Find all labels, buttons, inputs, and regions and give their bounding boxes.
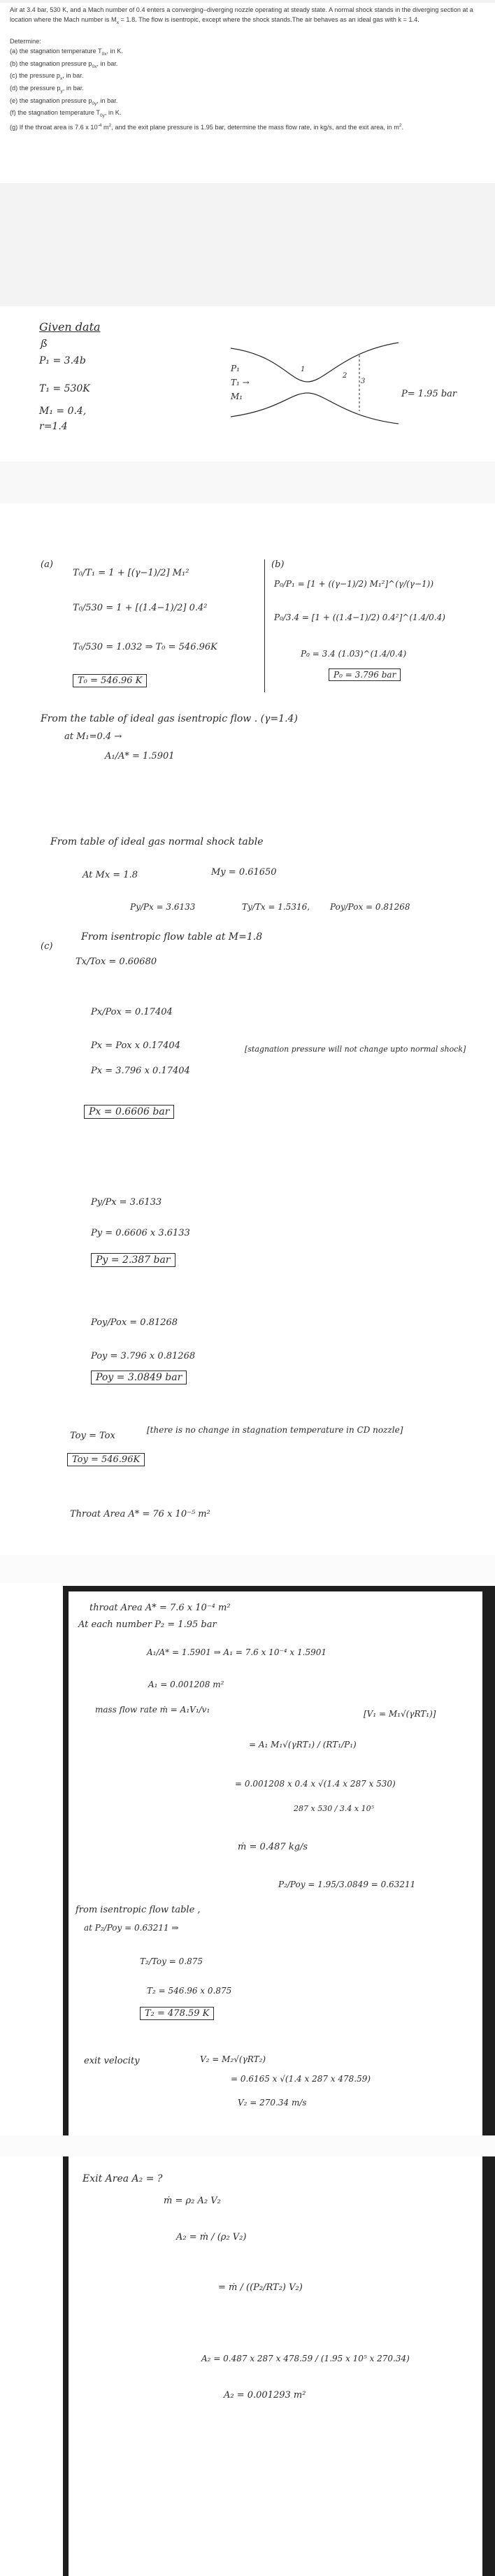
given-b-mark: ß [41,337,48,350]
diagram-num-2: 2 [343,372,347,380]
f-eq: Toy = Tox [70,1431,115,1441]
iso-at: at M₁=0.4 → [64,731,122,742]
gap-divider-4 [0,2135,495,2156]
p3-line-5-note: [V₁ = M₁√(γRT₁)] [364,1709,436,1719]
diagram-num-1: 1 [301,366,306,373]
c-ratio-4: Px = 3.796 x 0.17404 [91,1066,190,1076]
p3-line-17: V₂ = M₂√(γRT₂) [200,2054,266,2064]
p3-line-10: P₂/Poy = 1.95/3.0849 = 0.63211 [278,1880,416,1889]
p3-line-12: at P₂/Poy = 0.63211 ⇒ [84,1923,179,1933]
d-ratio-1: Py/Px = 3.6133 [91,1197,162,1208]
ns-at: At Mx = 1.8 [82,870,138,880]
gap-divider-1 [0,183,495,306]
determine-label: Determine: [10,38,41,45]
problem-intro: Air at 3.4 bar, 530 K, and a Mach number of 0.4 enters a converging–diverging nozzle operating at steady state. A normal shock stands in the diverging section at a location where the Mach number is $M_x = 1.8$. The flow is isentropic, except where the shock stands.The air behaves as an ideal gas with k = 1.4. [10,6,473,25]
a-answer: T₀ = 546.96 K [73,674,147,687]
p3-line-21: ṁ = ρ₂ A₂ V₂ [164,2196,221,2206]
p3-line-25: A₂ = 0.001293 m² [224,2390,306,2400]
e-ratio-2: Poy = 3.796 x 0.81268 [91,1351,196,1361]
ns-my: My = 0.61650 [211,867,277,878]
p3-line-19: V₂ = 270.34 m/s [238,2098,307,2108]
p3-line-7: = 0.001208 x 0.4 x √(1.4 x 287 x 530) [235,1779,396,1789]
c-ratio-3: Px = Pox x 0.17404 [91,1040,180,1051]
d-answer: Py = 2.387 bar [91,1253,175,1267]
ns-ratio-2: Ty/Tx = 1.5316, [242,902,310,912]
diagram-exit-pressure: P= 1.95 bar [401,389,457,399]
a-eq-3: T₀/530 = 1.032 ⇒ T₀ = 546.96K [73,642,217,652]
c-note: [stagnation pressure will not change upto normal shock] [245,1045,466,1054]
iso-ratio: A₁/A* = 1.5901 [105,751,175,761]
throat-area: Throat Area A* = 76 x 10⁻⁵ m² [70,1509,210,1519]
label-c: (c) [41,941,53,952]
ab-divider [264,559,265,692]
f-answer: Toy = 546.96K [67,1453,145,1466]
b-eq-2: P₀/3.4 = [1 + ((1.4−1)/2) 0.4²]^(1.4/0.4) [274,613,445,622]
e-answer: Poy = 3.0849 bar [91,1371,187,1384]
c-line: From isentropic flow table at M=1.8 [81,931,263,943]
ns-ratio-3: Poy/Pox = 0.81268 [330,902,410,912]
p3-line-14: T₂ = 546.96 x 0.875 [147,1986,232,1996]
ns-ratio-1: Py/Px = 3.6133 [130,902,196,912]
photo-left-edge [63,1586,69,2576]
p3-line-6: = A₁ M₁√(γRT₁) / (RT₁/P₁) [249,1740,357,1749]
given-line-4: r=1.4 [39,421,68,432]
diagram-p1: P₁ [231,364,240,373]
item-a: (a) the stagnation temperature $T_{0x}$, in K. [10,48,123,57]
item-g: (g) If the throat area is 7.6 x $10^{-4}$ $m^2$, and the exit plane pressure is 1.95 bar, determine the mass flow rate, in kg/s, and the exit area, in $m^2$. [10,122,404,131]
f-note: [there is no change in stagnation temperature in CD nozzle] [147,1425,403,1435]
item-d: (d) the pressure $p_y$, in bar. [10,85,84,94]
nozzle-diagram [224,334,412,432]
a-eq-1: T₀/T₁ = 1 + [(γ−1)/2] M₁² [73,568,189,578]
c-ratio-1: Tx/Tox = 0.60680 [76,957,157,967]
given-line-3: M₁ = 0.4, [39,406,87,417]
p3-line-16: exit velocity [84,2056,140,2066]
diagram-num-3: 3 [361,378,366,385]
gap-divider-3 [0,1555,495,1583]
given-title: Given data [39,320,101,334]
given-line-2: T₁ = 530K [39,383,90,394]
top-divider [0,0,495,3]
b-eq-3: P₀ = 3.4 (1.03)^(1.4/0.4) [301,649,407,659]
p3-line-15: T₂ = 478.59 K [140,2007,214,2020]
item-f: (f) the stagnation temperature $T_{0y}$, in K. [10,109,122,119]
p3-line-18: = 0.6165 x √(1.4 x 287 x 478.59) [231,2074,371,2084]
p3-line-24: A₂ = 0.487 x 287 x 478.59 / (1.95 x 10⁵ x 270.34) [201,2354,410,2363]
p3-line-1: throat Area A* = 7.6 x 10⁻⁴ m² [89,1603,231,1613]
diagram-m1: M₁ [231,392,243,401]
p3-line-22: A₂ = ṁ / (ρ₂ V₂) [176,2232,247,2242]
label-b: (b) [271,559,285,570]
p3-line-4: A₁ = 0.001208 m² [148,1680,224,1689]
gap-divider-2 [0,461,495,503]
label-a: (a) [41,559,53,570]
p3-line-8: 287 x 530 / 3.4 x 10⁵ [294,1804,374,1813]
a-eq-2: T₀/530 = 1 + [(1.4−1)/2] 0.4² [73,603,208,613]
item-c: (c) the pressure $p_x$, in bar. [10,72,84,82]
e-ratio-1: Poy/Pox = 0.81268 [91,1317,178,1328]
p3-line-20: Exit Area A₂ = ? [82,2173,163,2184]
p3-line-11: from isentropic flow table , [76,1905,201,1915]
p3-line-9: ṁ = 0.487 kg/s [238,1842,308,1852]
diagram-t1: T₁ → [231,378,250,387]
b-eq-1: P₀/P₁ = [1 + ((γ−1)/2) M₁²]^(γ/(γ−1)) [274,579,434,589]
p3-line-5: mass flow rate ṁ = A₁V₁/v₁ [95,1705,210,1715]
item-e: (e) the stagnation pressure $p_{0y}$, in bar. [10,96,118,106]
photo-top-edge [69,1586,495,1591]
given-line-1: P₁ = 3.4b [39,355,86,366]
ns-table-line: From table of ideal gas normal shock table [50,836,264,847]
b-answer: P₀ = 3.796 bar [329,668,401,681]
c-ratio-2: Px/Pox = 0.17404 [91,1007,173,1017]
photo-right-edge [482,1586,495,2576]
problem-statement [10,6,485,133]
d-ratio-2: Py = 0.6606 x 3.6133 [91,1228,190,1238]
iso-table-line: From the table of ideal gas isentropic flow . (γ=1.4) [41,713,298,724]
item-b: (b) the stagnation pressure $p_{0x}$, in bar. [10,59,118,69]
p3-line-3: A₁/A* = 1.5901 ⇒ A₁ = 7.6 x 10⁻⁴ x 1.5901 [147,1647,327,1657]
c-answer: Px = 0.6606 bar [84,1105,174,1119]
p3-line-23: = ṁ / ((P₂/RT₂) V₂) [218,2282,303,2293]
p3-line-2: At each number P₂ = 1.95 bar [78,1619,217,1630]
p3-line-13: T₂/Toy = 0.875 [140,1956,203,1966]
